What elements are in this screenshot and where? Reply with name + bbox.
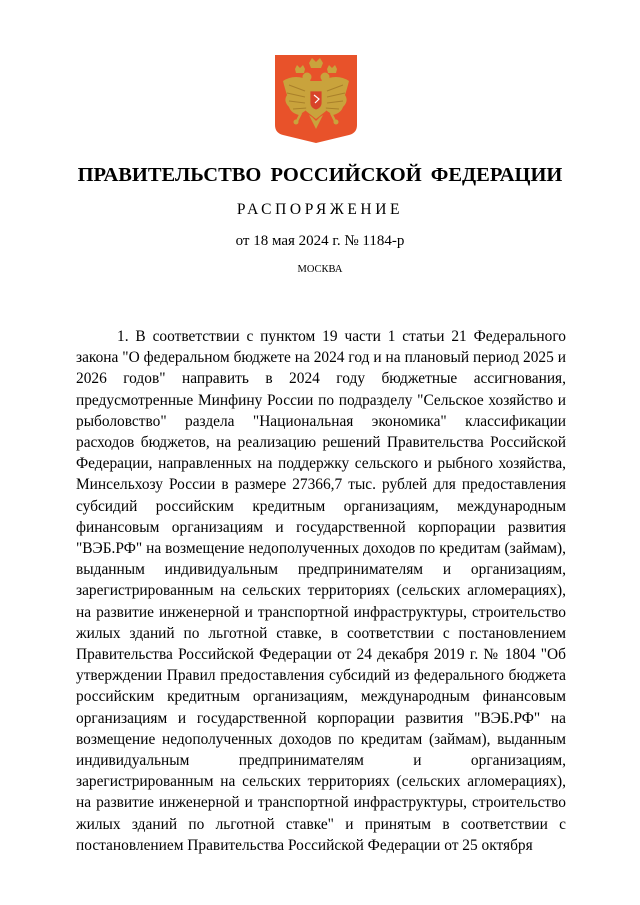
document-date-number: от 18 мая 2024 г. № 1184-р bbox=[235, 233, 405, 249]
paragraph-1: 1. В соответствии с пунктом 19 части 1 статьи 21 Федерального закона "О федеральном бюджете на 2024 год и на плановый период 2025 и 2026 годов" направить в 2024 году бюджетные ассигнования, предусмотренные Минфину России по подразделу "Сельское хозяйство и рыболовство" раздела "Национальная экономика" классификации расходов бюджетов, на реализацию решений Правительства Российской Федерации, направленных на поддержку сельского и рыбного хозяйства, Минсельхозу России в размере 27366,7 тыс. рублей для предоставления субсидий российским кредитным организациям, международным финансовым организациям и государственной корпорации развития "ВЭБ.РФ" на возмещение недополученных доходов по кредитам (займам), выданным индивидуальным предпринимателям и организациям, зарегистрированным на сельских территориях (сельских агломерациях), на развитие инженерной и транспортной инфраструктуры, строительство жилых зданий по льготной ставке, в соответствии с постановлением Правительства Российской Федерации от 24 декабря 2019 г. № 1804 "Об утверждении Правил предоставления субсидий из федерального бюджета российским кредитным организациям, международным финансовым организациям и государственной корпорации развития "ВЭБ.РФ" на возмещение недополученных доходов по кредитам (займам), выданным индивидуальным предпринимателям и организациям, зарегистрированным на сельских территориях (сельских агломерациях), на развитие инженерной и транспортной инфраструктуры, строительство жилых зданий по льготной ставке" и принятым в соответствии с постановлением Правительства Российской Федерации от 25 октября bbox=[76, 328, 566, 854]
document-city: МОСКВА bbox=[297, 264, 343, 275]
document-type: РАСПОРЯЖЕНИЕ bbox=[236, 201, 404, 218]
government-heading: ПРАВИТЕЛЬСТВО РОССИЙСКОЙ ФЕДЕРАЦИИ bbox=[77, 164, 563, 186]
coat-of-arms-icon bbox=[275, 55, 357, 143]
